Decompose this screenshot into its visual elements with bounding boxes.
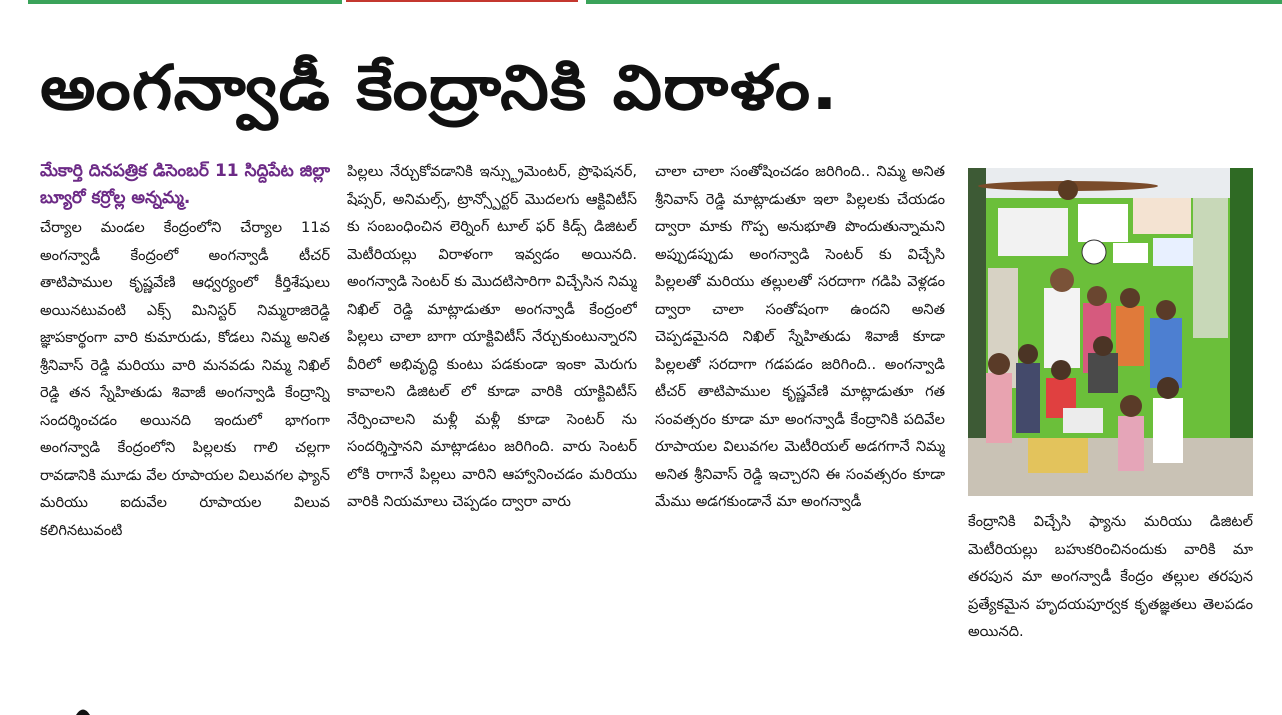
byline: మేకార్తి దినపత్రిక డిసెంబర్ 11 సిద్దిపేట జిల్లా బ్యూరో కర్రోల్ల అన్నమ్మ. <box>40 161 330 208</box>
article-column-1 <box>40 158 330 698</box>
anganwadi-group-photo <box>968 168 1253 496</box>
column-1-text: చేర్యాల మండల కేంద్రంలోని చేర్యాల 11వ అంగన్వాడీ కేంద్రంలో అంగన్వాడీ టీచర్ తాటిపాముల కృష్ణవేణి ఆధ్వర్యంలో కీర్తిశేషులు అయినటువంటి ఎక్స్ మినిస్టర్ నిమ్మరాజిరెడ్డి జ్ఞాపకార్థంగా వారి కుమారుడు, కోడలు నిమ్మ అనిత శ్రీనివాస్ రెడ్డి మరియు వారి మనవడు నిమ్మ నిఖిల్ రెడ్డి తన స్నేహితుడు శివాజీ అంగన్వాడి కేంద్రాన్ని సందర్శించడం అయినది ఇందులో భాగంగా అంగన్వాడి కేంద్రంలోని పిల్లలకు గాలి చల్లగా రావడానికి మూడు వేల రూపాయల విలువగల ఫ్యాన్ మరియు ఐదువేల రూపాయల విలువ కలిగినటువంటి <box>40 219 330 539</box>
top-bar-green-mid <box>88 0 342 4</box>
photo-caption: కేంద్రానికి విచ్చేసి ఫ్యాను మరియు డిజిటల్ మెటీరియల్లు బహుకరించినందుకు వారికి మా తరపున మా అంగన్వాడీ కేంద్రం తల్లుల తరపున ప్రత్యేకమైన హృదయపూర్వక కృతజ్ఞతలు తెలపడం అయినది. <box>968 513 1253 640</box>
top-bar-green-left <box>28 0 88 4</box>
photo-illustration <box>968 168 1253 496</box>
next-article-mark <box>74 706 92 715</box>
headline: అంగన్వాడీ కేంద్రానికి విరాళం. <box>40 51 839 124</box>
article-column-3 <box>655 158 945 698</box>
column-3-text: చాలా చాలా సంతోషించడం జరిగింది.. నిమ్మ అనిత శ్రీనివాస్ రెడ్డి మాట్లాడుతూ ఇలా పిల్లలకు చేయడం ద్వారా మాకు గొప్ప అనుభూతి పొందుతున్నామని అప్పుడప్పుడు అంగన్వాడి సెంటర్ కు విచ్చేసి పిల్లలతో మరియు తల్లులతో సరదాగా గడిపి వెళ్లడం ద్వారా చాలా సంతోషంగా ఉందని అనిత చెప్పడమైనది నిఖిల్ స్నేహితుడు శివాజీ కూడా పిల్లలతో సరదాగా గడపడం జరిగింది.. అంగన్వాడి టీచర్ తాటిపాముల కృష్ణవేణి మాట్లాడుతూ గత సంవత్సరం కూడా మా అంగన్వాడీ కేంద్రానికి పదివేల రూపాయల విలువగల మెటీరియల్ అడగగానే నిమ్మ అనిత శ్రీనివాస్ రెడ్డి ఇచ్చారని ఈ సంవత్సరం కూడా మేము అడగకుండానే మా అంగన్వాడీ <box>655 163 945 510</box>
article-column-2 <box>347 158 637 698</box>
top-bar-red <box>346 0 578 2</box>
column-2-text: పిల్లలు నేర్చుకోవడానికి ఇన్స్ట్రుమెంటర్, ప్రొఫెషనర్, షేప్సర్, అనిమల్స్, ట్రాన్స్పోర్టర్ మొదలగు ఆక్టివిటీస్ కు సంబంధించిన లెర్నింగ్ టూల్ ఫర్ కిడ్స్ డిజిటల్ మెటీరియల్లు విరాళంగా ఇవ్వడం అయినది. అంగన్వాడి సెంటర్ కు మొదటిసారిగా విచ్చేసిన నిమ్మ నిఖిల్ రెడ్డి మాట్లాడుతూ అంగన్వాడీ కేంద్రంలో పిల్లలు చాలా బాగా యాక్టివిటీస్ నేర్చుకుంటున్నారని వీరిలో అభివృద్ధి కుంటు పడకుండా ఇంకా మెరుగు కావాలని డిజిటల్ లో కూడా వారికి యాక్టివిటీస్ నేర్పించాలని మళ్లీ మళ్లీ కూడా సెంటర్ ను సందర్శిస్తానని మాట్లాడటం జరిగింది. వారు సెంటర్ లోకి రాగానే పిల్లలు వారిని ఆహ్వానించడం మరియు వారికి నియమాలు చెప్పడం ద్వారా వారు <box>347 163 637 510</box>
top-color-bar <box>0 0 1282 5</box>
top-bar-green-right <box>586 0 1282 4</box>
